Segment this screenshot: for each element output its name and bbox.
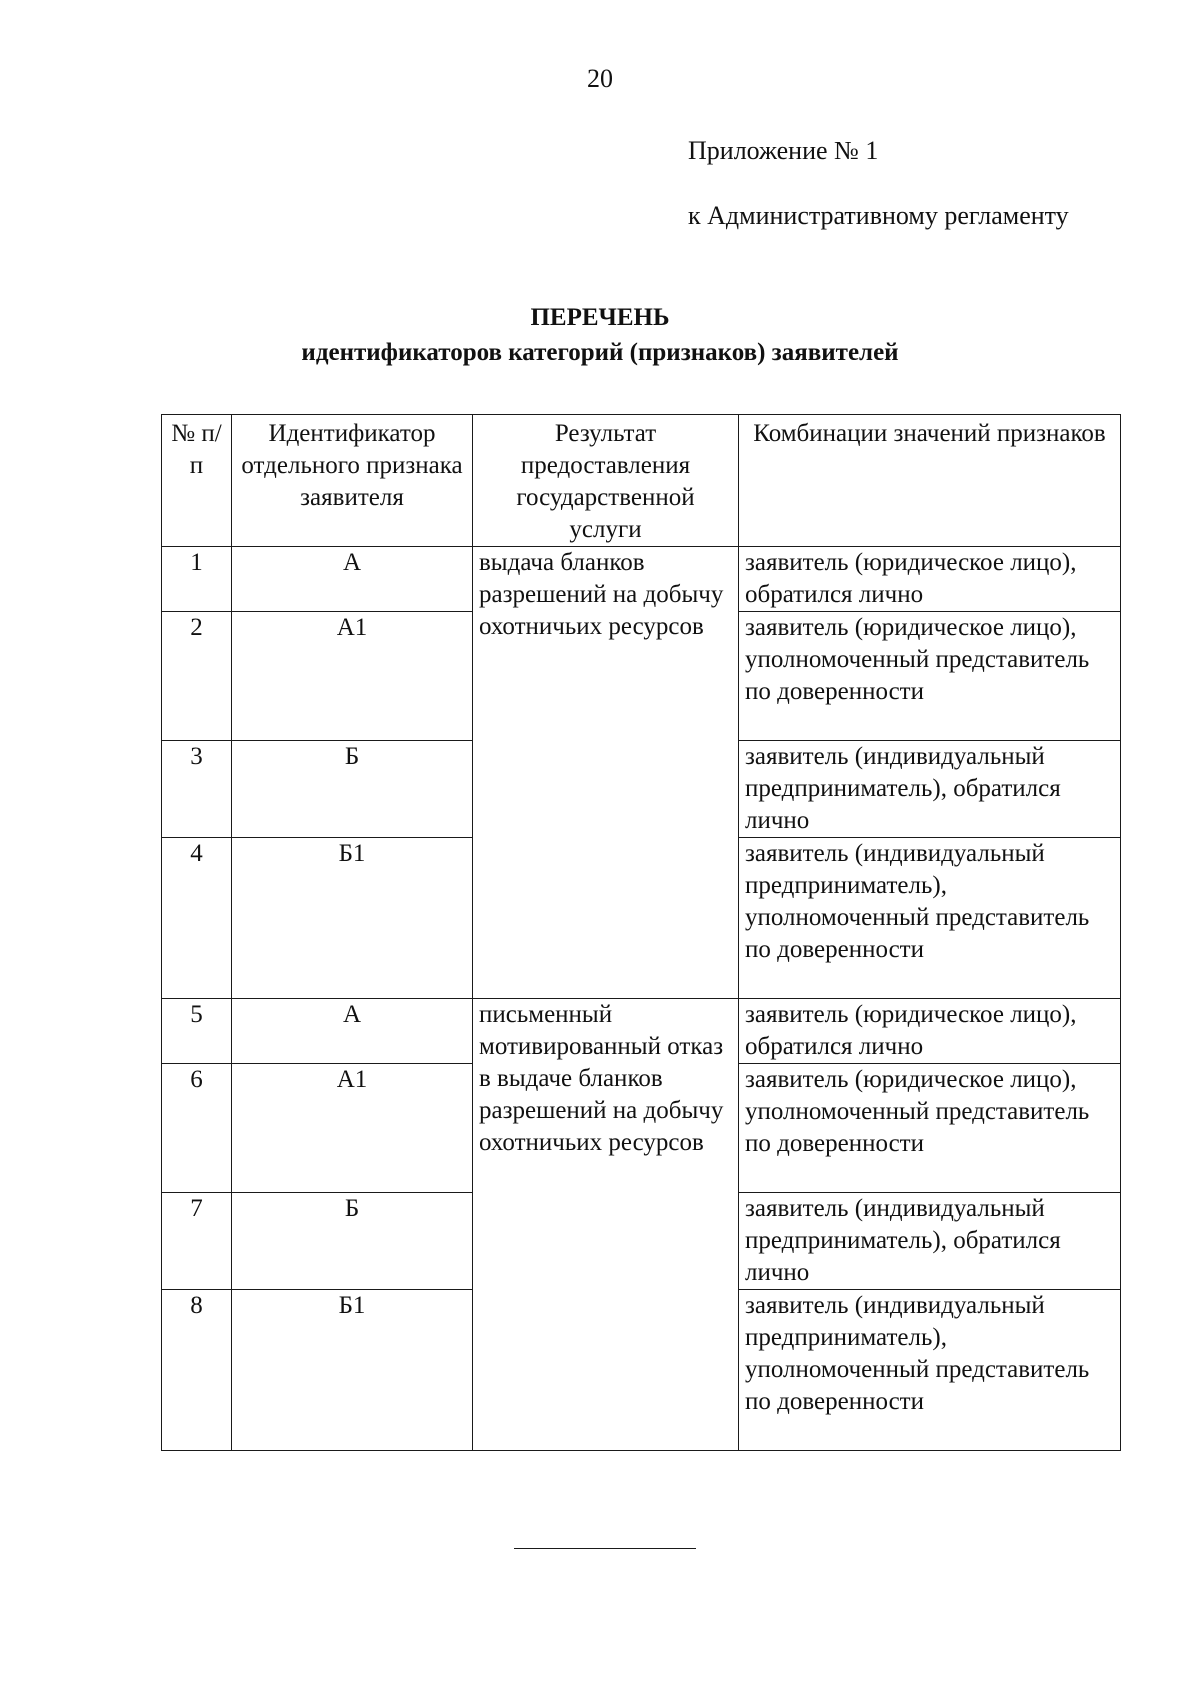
- row-num: 5: [162, 999, 232, 1064]
- row-num: 4: [162, 838, 232, 999]
- row-combination: заявитель (индивидуальный предприниматель), уполномоченный представитель по доверенности: [739, 1290, 1121, 1451]
- header-num: № п/п: [162, 415, 232, 547]
- row-num: 2: [162, 612, 232, 741]
- header-result: Результат предоставления государственной услуги: [473, 415, 739, 547]
- row-identifier: А1: [232, 1064, 473, 1193]
- table-header-row: [162, 415, 1121, 547]
- row-num: 1: [162, 547, 232, 612]
- row-combination: заявитель (индивидуальный предприниматель), обратился лично: [739, 1193, 1121, 1290]
- document-title: ПЕРЕЧЕНЬ: [530, 304, 670, 331]
- row-identifier: Б1: [232, 838, 473, 999]
- row-identifier: Б: [232, 1193, 473, 1290]
- row-combination: заявитель (юридическое лицо), обратился лично: [739, 547, 1121, 612]
- row-combination: заявитель (индивидуальный предприниматель), обратился лично: [739, 741, 1121, 838]
- end-divider: [514, 1548, 696, 1549]
- row-combination: заявитель (юридическое лицо), уполномоченный представитель по доверенности: [739, 612, 1121, 741]
- row-combination: заявитель (индивидуальный предприниматель), уполномоченный представитель по доверенности: [739, 838, 1121, 999]
- result-issue: выдача бланков разрешений на добычу охотничьих ресурсов: [473, 547, 739, 999]
- table-row: [162, 999, 1121, 1064]
- applicant-categories-table: [161, 414, 1121, 1451]
- row-identifier: Б1: [232, 1290, 473, 1451]
- appendix-reference: к Административному регламенту: [688, 201, 1069, 230]
- row-num: 6: [162, 1064, 232, 1193]
- appendix-label: Приложение № 1: [688, 136, 879, 165]
- row-identifier: А: [232, 999, 473, 1064]
- row-identifier: А1: [232, 612, 473, 741]
- header-combinations: Комбинации значений признаков: [739, 415, 1121, 547]
- document-subtitle: идентификаторов категорий (признаков) заявителей: [301, 339, 899, 366]
- page-number: 20: [587, 64, 613, 93]
- row-combination: заявитель (юридическое лицо), обратился лично: [739, 999, 1121, 1064]
- row-num: 8: [162, 1290, 232, 1451]
- row-num: 7: [162, 1193, 232, 1290]
- row-num: 3: [162, 741, 232, 838]
- header-identifier: Идентификатор отдельного признака заявителя: [232, 415, 473, 547]
- result-refusal: письменный мотивированный отказ в выдаче бланков разрешений на добычу охотничьих ресурсов: [473, 999, 739, 1451]
- row-identifier: Б: [232, 741, 473, 838]
- row-identifier: А: [232, 547, 473, 612]
- table-row: [162, 547, 1121, 612]
- row-combination: заявитель (юридическое лицо), уполномоченный представитель по доверенности: [739, 1064, 1121, 1193]
